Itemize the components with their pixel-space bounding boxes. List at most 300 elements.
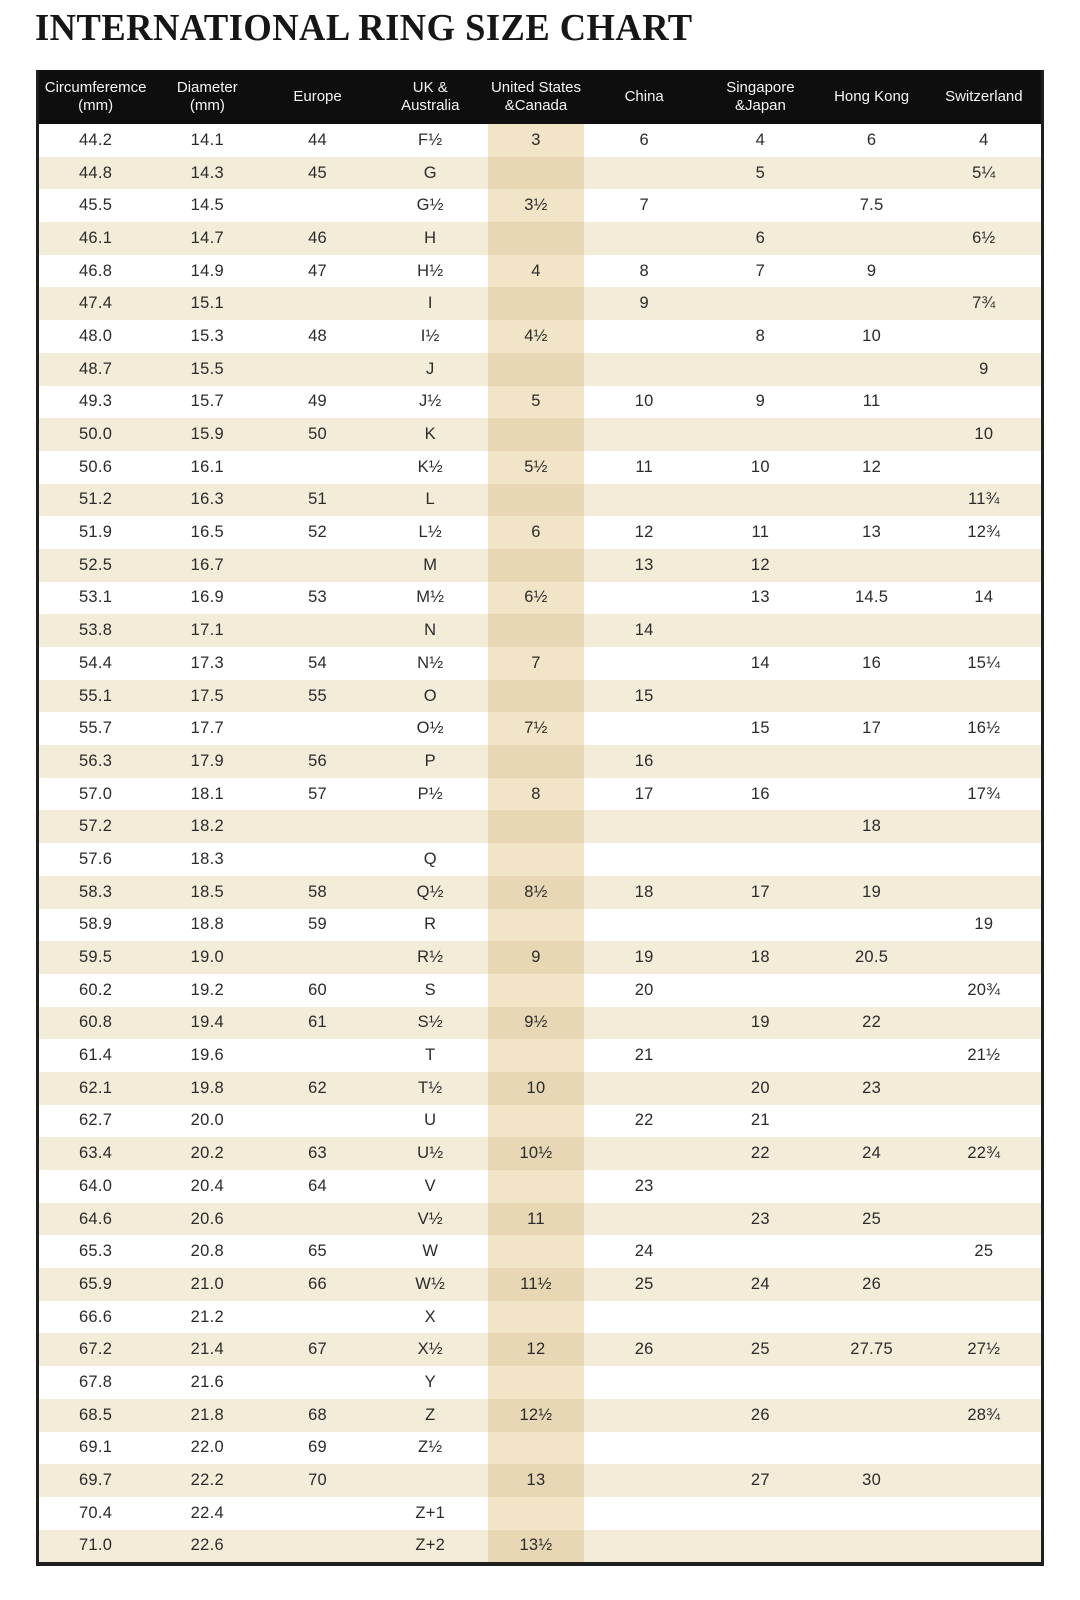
cell-china [584, 909, 704, 942]
page-title: INTERNATIONAL RING SIZE CHART [35, 7, 693, 49]
cell-china: 17 [634, 784, 654, 803]
cell-us-canada [488, 1170, 584, 1203]
table-row [39, 451, 1041, 484]
cell-circumference: 65.9 [78, 1274, 113, 1293]
cell-uk-australia: W [422, 1242, 439, 1261]
table-row [39, 1105, 1041, 1138]
cell-circumference: 55.1 [78, 686, 113, 705]
table-row [39, 549, 1041, 582]
cell-hong-kong: 6 [866, 130, 877, 149]
cell-switzerland: 15¼ [967, 653, 1001, 672]
cell-hong-kong: 20.5 [854, 948, 889, 967]
cell-china: 18 [634, 882, 654, 901]
cell-europe [262, 1497, 372, 1530]
cell-europe [262, 614, 372, 647]
cell-europe: 68 [308, 1405, 328, 1424]
cell-switzerland [927, 451, 1041, 484]
cell-uk-australia: H½ [417, 261, 444, 280]
cell-us-canada: 8 [488, 778, 584, 811]
cell-hong-kong [817, 484, 927, 517]
cell-diameter: 20.8 [190, 1242, 224, 1261]
cell-switzerland [927, 386, 1041, 419]
cell-hong-kong: 22 [862, 1013, 882, 1032]
cell-switzerland: 10 [974, 425, 994, 444]
cell-europe [262, 712, 372, 745]
cell-diameter: 20.2 [190, 1144, 224, 1163]
col-header-uk-australia: UK & Australia [401, 78, 460, 114]
cell-uk-australia: N½ [417, 653, 444, 672]
cell-singapore-japan: 18 [750, 948, 770, 967]
cell-uk-australia: Q½ [416, 882, 444, 901]
cell-diameter: 17.3 [190, 653, 224, 672]
cell-singapore-japan: 23 [750, 1209, 770, 1228]
cell-diameter: 22.6 [190, 1536, 224, 1555]
cell-switzerland [927, 1268, 1041, 1301]
cell-diameter: 21.8 [190, 1405, 224, 1424]
cell-us-canada [488, 680, 584, 713]
cell-singapore-japan [704, 1235, 816, 1268]
cell-singapore-japan [704, 1366, 816, 1399]
cell-switzerland [927, 843, 1041, 876]
cell-diameter: 19.8 [190, 1078, 224, 1097]
cell-circumference: 48.0 [78, 326, 113, 345]
table-row [39, 614, 1041, 647]
cell-circumference: 60.8 [78, 1013, 113, 1032]
cell-hong-kong [817, 353, 927, 386]
cell-europe: 47 [308, 261, 328, 280]
cell-europe [262, 843, 372, 876]
cell-hong-kong: 16 [862, 653, 882, 672]
table-row [39, 582, 1041, 615]
cell-europe [262, 810, 372, 843]
cell-us-canada [488, 1105, 584, 1138]
cell-singapore-japan: 21 [750, 1111, 770, 1130]
cell-switzerland [927, 810, 1041, 843]
cell-us-canada [488, 614, 584, 647]
cell-hong-kong: 12 [862, 457, 882, 476]
cell-circumference: 44.2 [78, 130, 113, 149]
cell-us-canada: 7½ [488, 712, 584, 745]
cell-diameter: 20.4 [190, 1176, 224, 1195]
cell-singapore-japan: 7 [755, 261, 766, 280]
cell-china [584, 1007, 704, 1040]
cell-china [584, 1399, 704, 1432]
cell-hong-kong: 24 [862, 1144, 882, 1163]
cell-uk-australia: J½ [418, 392, 442, 411]
cell-diameter: 18.8 [190, 915, 224, 934]
cell-circumference: 54.4 [78, 653, 113, 672]
cell-hong-kong [817, 418, 927, 451]
cell-diameter: 22.0 [190, 1438, 224, 1457]
cell-china: 7 [639, 196, 649, 215]
cell-uk-australia: T [425, 1046, 436, 1065]
table-row [39, 1235, 1041, 1268]
cell-diameter: 15.5 [190, 359, 224, 378]
cell-hong-kong: 14.5 [854, 588, 889, 607]
cell-us-canada [488, 287, 584, 320]
cell-singapore-japan [704, 974, 816, 1007]
cell-circumference: 63.4 [78, 1144, 113, 1163]
cell-china: 13 [634, 555, 654, 574]
cell-us-canada [488, 484, 584, 517]
cell-diameter: 22.4 [190, 1503, 224, 1522]
cell-china: 25 [634, 1274, 654, 1293]
table-row [39, 1432, 1041, 1465]
cell-us-canada: 8½ [488, 876, 584, 909]
cell-us-canada [488, 222, 584, 255]
cell-uk-australia: Q [423, 849, 437, 868]
cell-circumference: 48.7 [78, 359, 113, 378]
cell-uk-australia: V½ [417, 1209, 443, 1228]
cell-hong-kong: 18 [862, 817, 882, 836]
cell-europe: 65 [308, 1242, 328, 1261]
cell-singapore-japan: 14 [750, 653, 770, 672]
cell-us-canada [488, 1366, 584, 1399]
cell-circumference: 69.1 [78, 1438, 113, 1457]
cell-circumference: 51.2 [78, 490, 113, 509]
cell-singapore-japan: 15 [750, 719, 770, 738]
cell-china [584, 1366, 704, 1399]
cell-circumference: 56.3 [78, 751, 113, 770]
cell-uk-australia: Z½ [418, 1438, 443, 1457]
cell-circumference: 50.6 [78, 457, 113, 476]
cell-us-canada: 3 [488, 124, 584, 157]
table-row [39, 516, 1041, 549]
cell-switzerland: 11¾ [967, 490, 1000, 509]
cell-china: 15 [634, 686, 654, 705]
cell-us-canada: 9½ [488, 1007, 584, 1040]
cell-europe [262, 1530, 372, 1563]
cell-uk-australia [373, 810, 488, 843]
cell-switzerland: 20¾ [967, 980, 1001, 999]
cell-singapore-japan: 10 [750, 457, 770, 476]
cell-china [584, 320, 704, 353]
cell-switzerland [927, 320, 1041, 353]
table-row [39, 745, 1041, 778]
cell-singapore-japan [704, 680, 816, 713]
cell-us-canada [488, 843, 584, 876]
cell-singapore-japan [704, 614, 816, 647]
cell-switzerland: 14 [974, 588, 994, 607]
cell-singapore-japan [704, 484, 816, 517]
cell-diameter: 21.2 [190, 1307, 224, 1326]
table-row [39, 353, 1041, 386]
cell-china [584, 843, 704, 876]
cell-hong-kong: 26 [862, 1274, 882, 1293]
cell-us-canada: 5 [488, 386, 584, 419]
cell-singapore-japan: 11 [751, 523, 770, 542]
cell-diameter: 14.3 [190, 163, 224, 182]
cell-hong-kong [817, 1235, 927, 1268]
cell-europe: 56 [308, 751, 328, 770]
cell-circumference: 55.7 [78, 719, 113, 738]
cell-diameter: 17.7 [190, 719, 224, 738]
cell-singapore-japan [704, 1039, 816, 1072]
cell-singapore-japan [704, 1530, 816, 1563]
cell-circumference: 68.5 [78, 1405, 113, 1424]
table-row [39, 189, 1041, 222]
cell-hong-kong: 27.75 [850, 1340, 894, 1359]
cell-china: 6 [639, 130, 649, 149]
cell-hong-kong [817, 222, 927, 255]
cell-singapore-japan [704, 353, 816, 386]
cell-europe [262, 941, 372, 974]
cell-us-canada [488, 909, 584, 942]
cell-switzerland [927, 1072, 1041, 1105]
cell-circumference: 49.3 [78, 392, 113, 411]
col-header-us-canada: United States &Canada [490, 78, 581, 114]
table-row [39, 1072, 1041, 1105]
cell-europe: 70 [308, 1471, 328, 1490]
cell-singapore-japan: 27 [750, 1471, 770, 1490]
cell-hong-kong [817, 287, 927, 320]
cell-china [584, 582, 704, 615]
cell-hong-kong [817, 1399, 927, 1432]
table-row [39, 810, 1041, 843]
cell-circumference: 57.0 [78, 784, 113, 803]
cell-singapore-japan [704, 843, 816, 876]
cell-singapore-japan: 22 [750, 1144, 770, 1163]
cell-circumference: 59.5 [78, 948, 113, 967]
cell-china: 11 [635, 457, 654, 476]
cell-diameter: 21.4 [190, 1340, 224, 1359]
cell-us-canada: 6 [488, 516, 584, 549]
cell-circumference: 66.6 [78, 1307, 113, 1326]
cell-europe: 54 [308, 653, 328, 672]
cell-hong-kong [817, 1432, 927, 1465]
cell-us-canada [488, 1301, 584, 1334]
cell-circumference: 71.0 [78, 1536, 113, 1555]
cell-europe [262, 1105, 372, 1138]
table-header-row [39, 70, 1041, 124]
cell-uk-australia: S½ [417, 1013, 443, 1032]
table-row [39, 1203, 1041, 1236]
cell-switzerland [927, 1170, 1041, 1203]
cell-diameter: 18.5 [190, 882, 224, 901]
cell-circumference: 47.4 [78, 294, 113, 313]
table-row [39, 1170, 1041, 1203]
table-row [39, 680, 1041, 713]
table-body [39, 124, 1041, 1562]
cell-us-canada: 13½ [488, 1530, 584, 1563]
cell-uk-australia: M [423, 555, 438, 574]
cell-uk-australia [373, 1464, 488, 1497]
cell-circumference: 51.9 [78, 523, 113, 542]
cell-europe: 59 [308, 915, 328, 934]
cell-europe [262, 549, 372, 582]
cell-uk-australia: L [425, 490, 435, 509]
cell-china [584, 418, 704, 451]
cell-hong-kong [817, 745, 927, 778]
col-header-switzerland: Switzerland [945, 87, 1023, 105]
cell-hong-kong [817, 1039, 927, 1072]
cell-china: 12 [634, 523, 654, 542]
cell-hong-kong: 30 [862, 1471, 882, 1490]
cell-hong-kong: 11 [862, 392, 881, 411]
cell-europe: 51 [308, 490, 328, 509]
cell-singapore-japan: 4 [755, 130, 766, 149]
cell-uk-australia: Z+1 [415, 1503, 446, 1522]
cell-uk-australia: K [424, 425, 436, 444]
cell-circumference: 57.6 [78, 849, 113, 868]
cell-hong-kong: 10 [862, 326, 882, 345]
cell-uk-australia: X½ [417, 1340, 443, 1359]
cell-switzerland: 21½ [967, 1046, 1001, 1065]
table-row [39, 1301, 1041, 1334]
cell-europe [262, 189, 372, 222]
cell-circumference: 46.1 [78, 228, 113, 247]
cell-europe: 69 [308, 1438, 328, 1457]
cell-china [584, 157, 704, 190]
cell-europe [262, 451, 372, 484]
cell-china [584, 1203, 704, 1236]
cell-us-canada: 7 [488, 647, 584, 680]
table-row [39, 484, 1041, 517]
cell-china [584, 712, 704, 745]
cell-hong-kong [817, 680, 927, 713]
cell-circumference: 60.2 [78, 980, 113, 999]
cell-uk-australia: M½ [416, 588, 445, 607]
cell-switzerland [927, 680, 1041, 713]
cell-diameter: 17.9 [190, 751, 224, 770]
cell-switzerland: 6½ [972, 228, 996, 247]
cell-uk-australia: U [424, 1111, 437, 1130]
cell-china: 16 [634, 751, 654, 770]
cell-us-canada [488, 1432, 584, 1465]
cell-uk-australia: U½ [417, 1144, 444, 1163]
cell-europe: 57 [308, 784, 328, 803]
ring-size-table [36, 70, 1044, 1566]
cell-switzerland [927, 1497, 1041, 1530]
table-row [39, 1268, 1041, 1301]
cell-switzerland [927, 876, 1041, 909]
cell-singapore-japan: 25 [750, 1340, 770, 1359]
cell-china: 8 [639, 261, 649, 280]
cell-china [584, 1072, 704, 1105]
cell-europe: 64 [308, 1176, 328, 1195]
cell-switzerland: 7¾ [972, 294, 996, 313]
cell-europe: 50 [308, 425, 328, 444]
cell-hong-kong [817, 909, 927, 942]
cell-europe: 45 [308, 163, 328, 182]
cell-switzerland [927, 941, 1041, 974]
cell-circumference: 65.3 [78, 1242, 113, 1261]
cell-circumference: 58.3 [78, 882, 113, 901]
cell-switzerland [927, 1203, 1041, 1236]
table-row [39, 124, 1041, 157]
cell-diameter: 16.5 [190, 523, 224, 542]
cell-uk-australia: P [424, 751, 436, 770]
cell-diameter: 14.9 [190, 261, 224, 280]
cell-switzerland: 22¾ [967, 1144, 1001, 1163]
cell-circumference: 46.8 [78, 261, 113, 280]
col-header-diameter: Diameter (mm) [176, 78, 238, 114]
cell-diameter: 18.1 [190, 784, 224, 803]
cell-diameter: 17.1 [190, 621, 224, 640]
cell-singapore-japan: 16 [750, 784, 770, 803]
cell-uk-australia: Y [424, 1372, 436, 1391]
cell-circumference: 62.1 [78, 1078, 113, 1097]
cell-us-canada: 4 [488, 255, 584, 288]
col-header-china: China [624, 87, 664, 105]
cell-circumference: 61.4 [78, 1046, 113, 1065]
cell-circumference: 50.0 [78, 425, 113, 444]
cell-uk-australia: H [424, 228, 437, 247]
cell-uk-australia: R½ [417, 948, 444, 967]
table-row [39, 157, 1041, 190]
cell-switzerland [927, 1007, 1041, 1040]
cell-singapore-japan [704, 1170, 816, 1203]
cell-china: 21 [634, 1046, 654, 1065]
cell-china [584, 222, 704, 255]
cell-diameter: 15.9 [190, 425, 224, 444]
cell-china [584, 1432, 704, 1465]
cell-uk-australia: T½ [418, 1078, 443, 1097]
cell-singapore-japan [704, 418, 816, 451]
cell-uk-australia: G½ [416, 196, 444, 215]
cell-diameter: 20.0 [190, 1111, 224, 1130]
cell-singapore-japan: 26 [750, 1405, 770, 1424]
table-row [39, 287, 1041, 320]
cell-europe [262, 287, 372, 320]
cell-diameter: 16.1 [190, 457, 224, 476]
cell-hong-kong: 25 [862, 1209, 882, 1228]
cell-china: 9 [639, 294, 649, 313]
cell-uk-australia: Z [425, 1405, 436, 1424]
cell-europe: 60 [308, 980, 328, 999]
cell-uk-australia: G [423, 163, 437, 182]
cell-us-canada: 3½ [488, 189, 584, 222]
cell-us-canada: 10 [488, 1072, 584, 1105]
cell-hong-kong [817, 1301, 927, 1334]
cell-diameter: 15.7 [190, 392, 224, 411]
table-row [39, 1497, 1041, 1530]
table-row [39, 778, 1041, 811]
cell-europe: 48 [308, 326, 328, 345]
table-row [39, 1007, 1041, 1040]
col-header-singapore-japan: Singapore &Japan [726, 78, 795, 114]
cell-diameter: 18.3 [190, 849, 224, 868]
cell-uk-australia: K½ [417, 457, 443, 476]
cell-europe: 67 [308, 1340, 328, 1359]
cell-switzerland [927, 1530, 1041, 1563]
cell-circumference: 70.4 [78, 1503, 113, 1522]
cell-hong-kong [817, 1530, 927, 1563]
cell-hong-kong [817, 614, 927, 647]
cell-hong-kong [817, 778, 927, 811]
cell-singapore-japan [704, 1497, 816, 1530]
cell-us-canada [488, 1497, 584, 1530]
cell-singapore-japan [704, 1432, 816, 1465]
cell-uk-australia: X [424, 1307, 436, 1326]
cell-switzerland [927, 549, 1041, 582]
cell-europe: 52 [308, 523, 328, 542]
col-header-circumference: Circumferemce (mm) [44, 78, 147, 114]
cell-us-canada [488, 157, 584, 190]
cell-switzerland [927, 255, 1041, 288]
cell-china [584, 484, 704, 517]
cell-china [584, 1464, 704, 1497]
cell-diameter: 16.3 [190, 490, 224, 509]
cell-circumference: 45.5 [78, 196, 113, 215]
cell-us-canada: 13 [488, 1464, 584, 1497]
cell-diameter: 19.6 [190, 1046, 224, 1065]
cell-us-canada: 10½ [488, 1137, 584, 1170]
cell-hong-kong: 23 [862, 1078, 882, 1097]
cell-switzerland: 4 [979, 130, 989, 149]
cell-uk-australia: W½ [415, 1274, 446, 1293]
cell-europe: 62 [308, 1078, 328, 1097]
